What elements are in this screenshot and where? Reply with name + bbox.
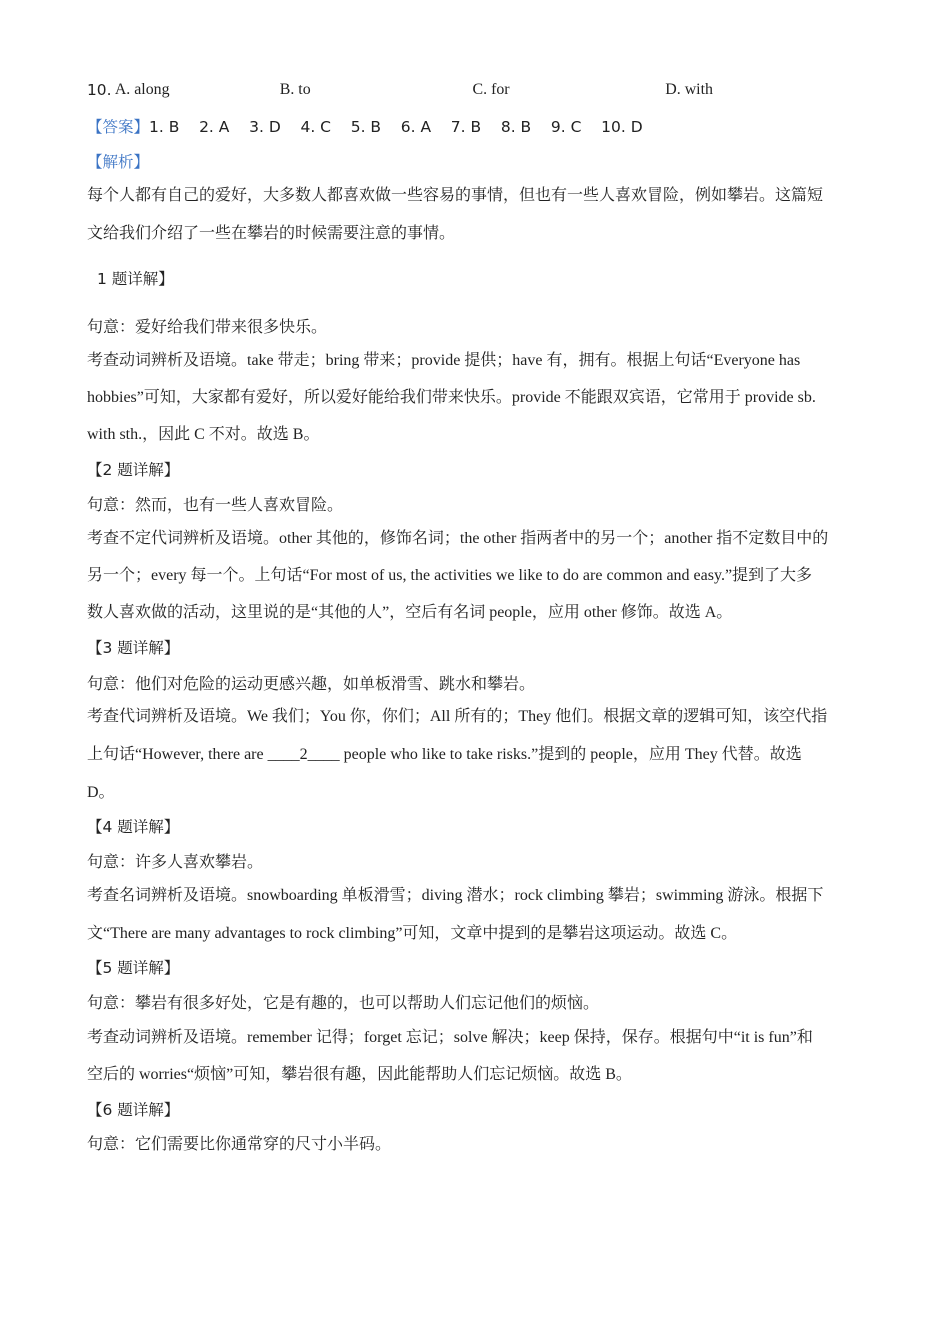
section-sentence: 句意：攀岩有很多好处，它是有趣的，也可以帮助人们忘记他们的烦恼。 bbox=[87, 995, 600, 1012]
intro-line: 文给我们介绍了一些在攀岩的时候需要注意的事情。 bbox=[87, 225, 456, 242]
explanation-line: 考查动词辨析及语境。take 带走；bring 带来；provide 提供；have 有，拥有。根据上句话“Everyone has bbox=[87, 352, 801, 369]
explanation-line: 考查动词辨析及语境。remember 记得；forget 忘记；solve 解决；keep 保持，保存。根据句中“it is fun”和 bbox=[87, 1029, 813, 1046]
explanation-line: hobbies”可知，大家都有爱好，所以爱好能给我们带来快乐。provide 不能跟双宾语，它常用于 provide sb. bbox=[87, 389, 816, 406]
option-b: B. to bbox=[279, 81, 311, 98]
section-heading: 【3 题详解】 bbox=[87, 639, 180, 657]
answer-tag: 【答案】 bbox=[87, 118, 150, 136]
section-sentence: 句意：然而，也有一些人喜欢冒险。 bbox=[87, 497, 344, 514]
option-c: C. for bbox=[472, 81, 510, 98]
section-sentence: 句意：许多人喜欢攀岩。 bbox=[87, 854, 264, 871]
explanation-line: 文“There are many advantages to rock climbing”可知，文章中提到的是攀岩这项运动。故选 C。 bbox=[87, 925, 738, 942]
explanation-line: 考查不定代词辨析及语境。other 其他的，修饰名词；the other 指两者中的另一个；another 指不定数目中的 bbox=[87, 530, 829, 547]
explanation-line: with sth.，因此 C 不对。故选 B。 bbox=[87, 426, 320, 443]
question-number: 10. bbox=[87, 81, 112, 99]
section-sentence: 句意：他们对危险的运动更感兴趣，如单板滑雪、跳水和攀岩。 bbox=[87, 676, 536, 693]
explanation-line: D。 bbox=[87, 784, 115, 801]
option-a: A. along bbox=[114, 81, 170, 98]
explanation-line: 考查名词辨析及语境。snowboarding 单板滑雪；diving 潜水；rock climbing 攀岩；swimming 游泳。根据下 bbox=[87, 887, 824, 904]
answer-keys: 1. B 2. A 3. D 4. C 5. B 6. A 7. B 8. B 9. C 10. D bbox=[149, 118, 643, 136]
option-d: D. with bbox=[665, 81, 713, 98]
explanation-line: 数人喜欢做的活动，这里说的是“其他的人”，空后有名词 people，应用 other 修饰。故选 A。 bbox=[87, 604, 733, 621]
explanation-line: 另一个；every 每一个。上句话“For most of us, the activities we like to do are common and easy.”提到了大多 bbox=[87, 567, 813, 584]
section-sentence: 句意：它们需要比你通常穿的尺寸小半码。 bbox=[87, 1136, 392, 1153]
section-heading: 【5 题详解】 bbox=[87, 959, 180, 977]
section-heading: 【6 题详解】 bbox=[87, 1101, 180, 1119]
explanation-line: 上句话“However, there are ____2____ people who like to take risks.”提到的 people，应用 They 代替。故选 bbox=[87, 746, 802, 763]
answer-line bbox=[87, 117, 643, 138]
section-heading: 【2 题详解】 bbox=[87, 461, 180, 479]
section-heading: 【4 题详解】 bbox=[87, 818, 180, 836]
section-heading: 1 题详解】 bbox=[97, 270, 174, 288]
intro-line: 每个人都有自己的爱好，大多数人都喜欢做一些容易的事情，但也有一些人喜欢冒险，例如攀岩。这篇短 bbox=[87, 187, 824, 204]
section-sentence: 句意：爱好给我们带来很多快乐。 bbox=[87, 319, 328, 336]
question-10-options bbox=[87, 80, 862, 100]
explanation-line: 空后的 worries“烦恼”可知，攀岩很有趣，因此能帮助人们忘记烦恼。故选 B。 bbox=[87, 1066, 632, 1083]
analysis-tag: 【解析】 bbox=[87, 153, 150, 171]
explanation-line: 考查代词辨析及语境。We 我们；You 你，你们；All 所有的；They 他们。根据文章的逻辑可知，该空代指 bbox=[87, 708, 828, 725]
